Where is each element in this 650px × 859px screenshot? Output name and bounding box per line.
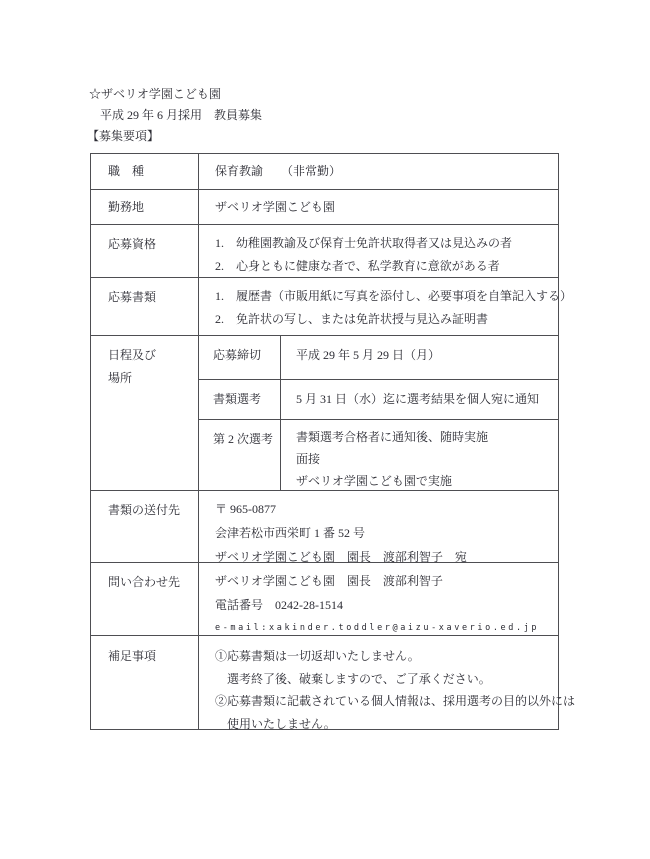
qualifications-label: 応募資格: [91, 225, 199, 277]
row-application-documents: [91, 278, 573, 336]
second-screening-value: [281, 420, 558, 490]
schedule-label: [91, 336, 199, 490]
list-item: 2. 免許状の写し、または免許状授与見込み証明書: [215, 312, 489, 326]
application-documents-value: [199, 278, 572, 335]
text-line: 5 月 31 日（水）迄に選考結果を個人宛に通知: [296, 392, 540, 407]
contact-person-line: ザベリオ学園こども園 園長 渡部利智子: [215, 574, 443, 588]
contact-label: 問い合わせ先: [91, 563, 199, 635]
address-line: 会津若松市西栄町 1 番 52 号: [215, 526, 366, 540]
contact-value: [199, 563, 558, 635]
subrow-document-screening: [199, 380, 558, 420]
addressee-line: ザベリオ学園こども園 園長 渡部利智子 宛: [215, 550, 467, 564]
note-line: ①応募書類は一切返却いたしません。: [215, 649, 420, 663]
application-documents-label: 応募書類: [91, 278, 199, 335]
document-screening-value: [281, 380, 558, 419]
recruitment-table: [90, 153, 576, 731]
schedule-subtable: [199, 336, 558, 490]
row-contact: [91, 563, 558, 636]
send-address-label: 書類の送付先: [91, 491, 199, 562]
subrow-second-screening: [199, 420, 558, 490]
email-address: e-mail:xakinder.toddler@aizu-xaverio.ed.jp: [215, 623, 540, 633]
work-location-label: 勤務地: [91, 190, 199, 224]
document-screening-label: 書類選考: [199, 380, 281, 419]
text-line: 面接: [296, 452, 321, 466]
phone-number-line: 電話番号 0242-28-1514: [215, 598, 343, 612]
row-send-address: [91, 491, 558, 563]
list-item: 2. 心身ともに健康な者で、私学教育に意欲がある者: [215, 259, 500, 273]
recruitment-subtitle: 平成 29 年 6 月採用 教員募集: [100, 108, 263, 122]
application-deadline-label: 応募締切: [199, 336, 281, 379]
text-line: 保育教諭 （非常勤）: [215, 164, 342, 178]
note-line: 使用いたしません。: [227, 716, 336, 731]
school-title: ☆ザベリオ学園こども園: [89, 87, 221, 101]
list-item: 1. 幼稚園教諭及び保育士免許状取得者又は見込みの者: [215, 236, 513, 250]
row-supplementary-notes: [91, 636, 576, 731]
application-deadline-value: [281, 336, 558, 379]
qualifications-value: [199, 225, 558, 277]
supplementary-notes-value: [199, 636, 575, 729]
row-schedule-and-place: [91, 336, 558, 491]
send-address-value: [199, 491, 558, 562]
second-screening-label: 第 2 次選考: [199, 420, 281, 490]
postal-code-line: 〒 965-0877: [215, 502, 276, 516]
work-location-value: [199, 190, 558, 224]
job-type-label: 職 種: [91, 154, 199, 189]
schedule-label-line: 場所: [108, 371, 133, 385]
row-qualifications: [91, 225, 558, 278]
schedule-label-line: 日程及び: [108, 348, 157, 362]
note-line: ②応募書類に記載されている個人情報は、採用選考の目的以外には: [215, 694, 576, 708]
job-type-value: [199, 154, 558, 189]
text-line: 書類選考合格者に通知後、随時実施: [296, 430, 489, 444]
text-line: ザベリオ学園こども園で実施: [296, 474, 452, 488]
row-job-type: [91, 154, 558, 190]
row-work-location: [91, 190, 558, 225]
supplementary-notes-label: 補足事項: [91, 636, 199, 729]
document-header: [89, 84, 262, 147]
note-line: 選考終了後、破棄しますので、ご了承ください。: [227, 671, 491, 686]
subrow-application-deadline: [199, 336, 558, 380]
section-heading: 【募集要項】: [87, 129, 160, 143]
text-line: ザベリオ学園こども園: [215, 200, 335, 214]
list-item: 1. 履歴書（市販用紙に写真を添付し、必要事項を自筆記入する）: [215, 289, 573, 303]
text-line: 平成 29 年 5 月 29 日（月）: [296, 348, 441, 362]
